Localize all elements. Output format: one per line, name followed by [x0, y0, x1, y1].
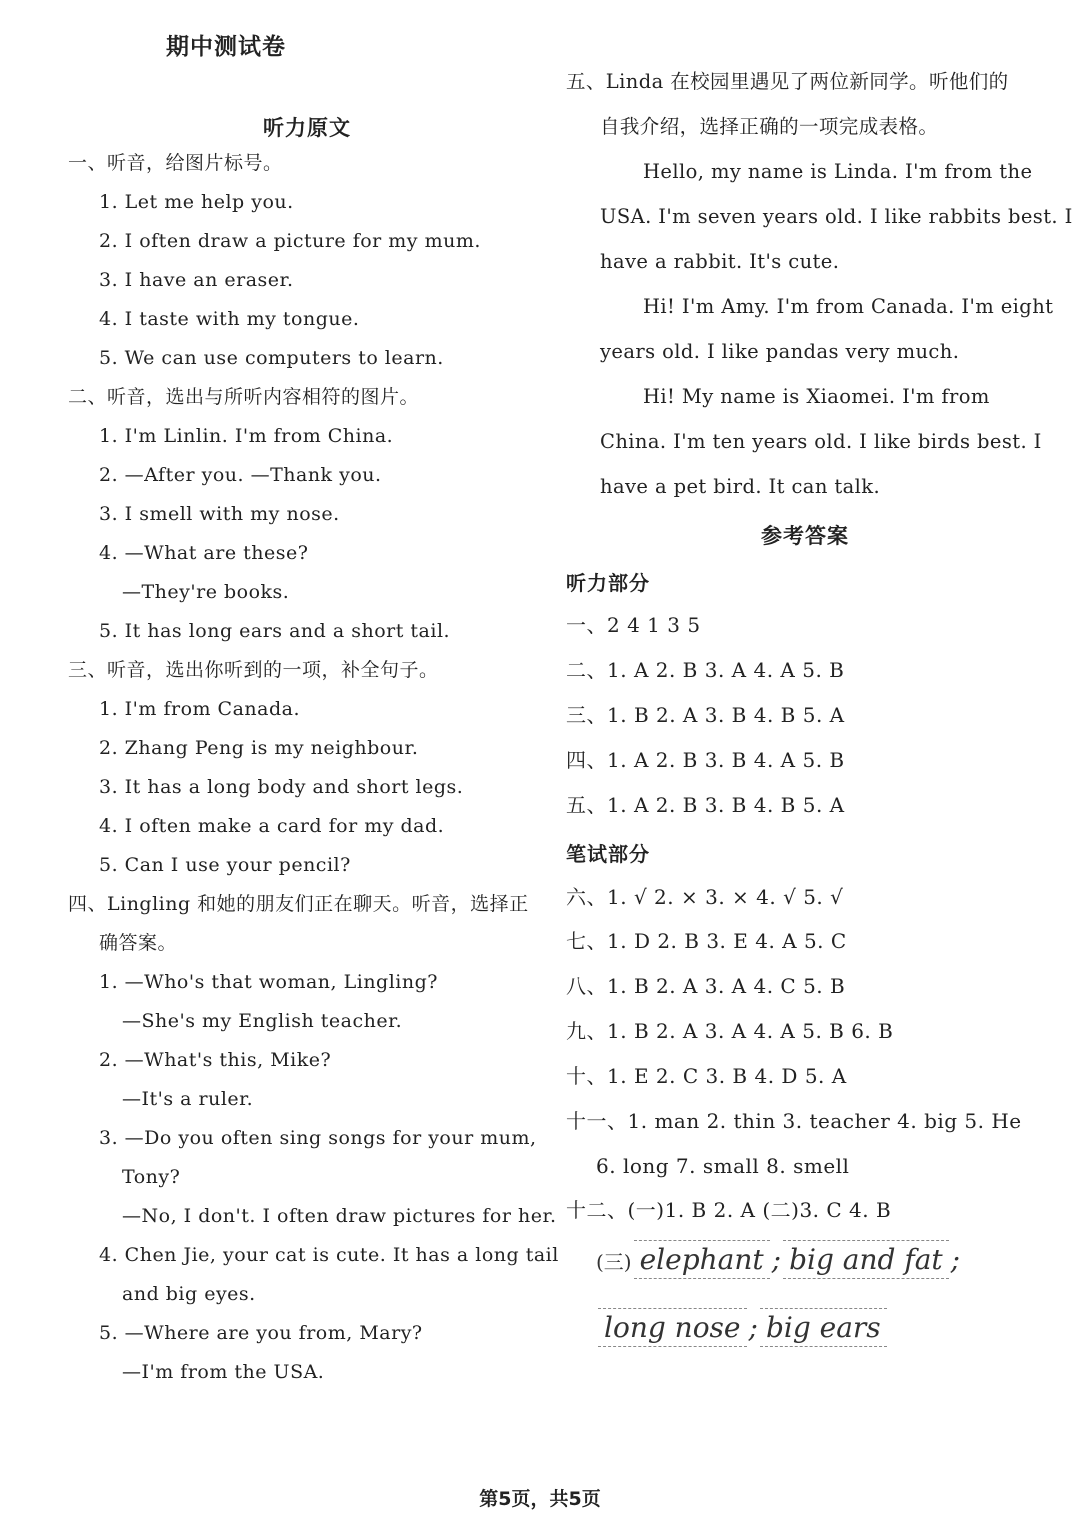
- answer-row-1: 一、2 4 1 3 5: [566, 613, 701, 637]
- page-title: 期中测试卷: [166, 34, 286, 60]
- part-3-label: (三): [596, 1250, 632, 1274]
- s2-item-4-reply: —They're books.: [122, 581, 290, 603]
- s1-item-2: 2. I often draw a picture for my mum.: [99, 230, 481, 252]
- s1-item-4: 4. I taste with my tongue.: [99, 308, 360, 330]
- section-1-title: 一、听音，给图片标号。: [68, 152, 283, 174]
- s4-item-4-cont: and big eyes.: [122, 1283, 256, 1305]
- s3-item-3: 3. It has a long body and short legs.: [99, 776, 464, 798]
- answer-row-8: 八、1. B 2. A 3. A 4. C 5. B: [566, 974, 846, 998]
- s4-item-5-reply: —I'm from the USA.: [122, 1361, 325, 1383]
- handwritten-answer-long-nose: long nose: [598, 1308, 747, 1347]
- page-footer: 第5页，共5页: [479, 1488, 601, 1510]
- s4-item-2-reply: —It's a ruler.: [122, 1088, 254, 1110]
- s1-item-1: 1. Let me help you.: [99, 191, 294, 213]
- para-xiaomei-1: Hi! My name is Xiaomei. I'm from: [643, 385, 990, 408]
- section-4-title: 四、Lingling 和她的朋友们正在聊天。听音，选择正: [68, 893, 529, 915]
- s1-item-5: 5. We can use computers to learn.: [99, 347, 444, 369]
- answer-row-7: 七、1. D 2. B 3. E 4. A 5. C: [566, 929, 847, 953]
- s2-item-4: 4. —What are these?: [99, 542, 309, 564]
- section-4-title-cont: 确答案。: [99, 932, 178, 954]
- para-linda-3: have a rabbit. It's cute.: [600, 250, 840, 273]
- s3-item-4: 4. I often make a card for my dad.: [99, 815, 445, 837]
- s4-item-1-reply: —She's my English teacher.: [122, 1010, 403, 1032]
- s2-item-2: 2. —After you. —Thank you.: [99, 464, 382, 486]
- s4-item-3: 3. —Do you often sing songs for your mum,: [99, 1127, 537, 1149]
- answer-row-11: 十一、1. man 2. thin 3. teacher 4. big 5. He: [566, 1109, 1022, 1133]
- s4-item-3-cont: Tony?: [122, 1166, 181, 1188]
- listening-heading: 听力部分: [566, 571, 650, 595]
- answer-row-3: 三、1. B 2. A 3. B 4. B 5. A: [566, 703, 845, 727]
- s4-item-3-reply: —No, I don't. I often draw pictures for her.: [122, 1205, 557, 1227]
- transcript-heading: 听力原文: [263, 116, 351, 140]
- section-2-title: 二、听音，选出与所听内容相符的图片。: [68, 386, 420, 408]
- section-5-title: 五、Linda 在校园里遇见了两位新同学。听他们的: [566, 70, 1009, 93]
- answer-row-11-cont: 6. long 7. small 8. smell: [596, 1154, 850, 1178]
- section-3-title: 三、听音，选出你听到的一项，补全句子。: [68, 659, 439, 681]
- s3-item-5: 5. Can I use your pencil?: [99, 854, 351, 876]
- para-xiaomei-2: China. I'm ten years old. I like birds best. I: [600, 430, 1042, 453]
- answer-row-6: 六、1. √ 2. × 3. × 4. √ 5. √: [566, 885, 844, 909]
- s4-item-1: 1. —Who's that woman, Lingling?: [99, 971, 438, 993]
- separator: ;: [950, 1243, 961, 1276]
- writing-heading: 笔试部分: [566, 842, 650, 866]
- separator: ;: [771, 1243, 782, 1276]
- handwritten-answer-big-ears: big ears: [760, 1308, 887, 1347]
- answers-heading: 参考答案: [761, 524, 849, 548]
- answer-row-10: 十、1. E 2. C 3. B 4. D 5. A: [566, 1064, 847, 1088]
- handwritten-answer-elephant: elephant: [634, 1240, 770, 1279]
- para-linda-1: Hello, my name is Linda. I'm from the: [643, 160, 1033, 183]
- s4-item-5: 5. —Where are you from, Mary?: [99, 1322, 423, 1344]
- para-linda-2: USA. I'm seven years old. I like rabbits best. I: [600, 205, 1073, 228]
- s3-item-2: 2. Zhang Peng is my neighbour.: [99, 737, 419, 759]
- s3-item-1: 1. I'm from Canada.: [99, 698, 301, 720]
- answer-row-12: 十二、(一)1. B 2. A (二)3. C 4. B: [566, 1198, 892, 1222]
- answer-row-4: 四、1. A 2. B 3. B 4. A 5. B: [566, 748, 845, 772]
- section-5-title-cont: 自我介绍，选择正确的一项完成表格。: [600, 115, 939, 138]
- handwritten-line-2: [596, 1308, 889, 1347]
- para-xiaomei-3: have a pet bird. It can talk.: [600, 475, 881, 498]
- s2-item-3: 3. I smell with my nose.: [99, 503, 340, 525]
- handwritten-line-1: [596, 1240, 960, 1279]
- s2-item-1: 1. I'm Linlin. I'm from China.: [99, 425, 394, 447]
- para-amy-1: Hi! I'm Amy. I'm from Canada. I'm eight: [643, 295, 1054, 318]
- handwritten-answer-big-and-fat: big and fat: [783, 1240, 949, 1279]
- s1-item-3: 3. I have an eraser.: [99, 269, 294, 291]
- s4-item-2: 2. —What's this, Mike?: [99, 1049, 332, 1071]
- answer-row-2: 二、1. A 2. B 3. A 4. A 5. B: [566, 658, 845, 682]
- answer-row-9: 九、1. B 2. A 3. A 4. A 5. B 6. B: [566, 1019, 894, 1043]
- separator: ;: [748, 1311, 758, 1344]
- s4-item-4: 4. Chen Jie, your cat is cute. It has a long tail: [99, 1244, 559, 1266]
- para-amy-2: years old. I like pandas very much.: [600, 340, 960, 363]
- s2-item-5: 5. It has long ears and a short tail.: [99, 620, 451, 642]
- answer-row-5: 五、1. A 2. B 3. B 4. B 5. A: [566, 793, 845, 817]
